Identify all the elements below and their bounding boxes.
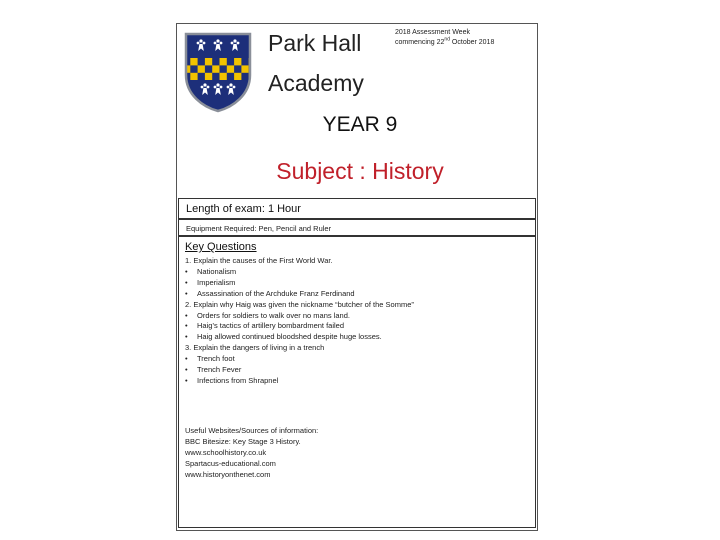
subject-title: Subject : History: [276, 158, 444, 184]
question-text: Trench foot: [197, 354, 235, 364]
year-title: YEAR 9: [322, 113, 398, 136]
bullet-icon: •: [185, 332, 188, 342]
question-bullet-item: [185, 278, 414, 289]
question-bullet-item: [185, 267, 414, 278]
school-name-line-2: Academy: [268, 70, 364, 96]
bullet-icon: •: [185, 321, 188, 331]
bullet-icon: •: [185, 288, 188, 298]
bullet-icon: •: [185, 365, 188, 375]
question-bullet-item: [185, 365, 414, 376]
bullet-icon: •: [185, 310, 188, 320]
equipment-box: [178, 219, 536, 236]
bullet-icon: •: [185, 277, 188, 287]
question-item: [185, 300, 414, 311]
key-questions-heading: Key Questions: [185, 241, 257, 253]
question-text: 2. Explain why Haig was given the nickname “butcher of the Somme”: [185, 299, 414, 309]
exam-length-text: Length of exam: 1 Hour: [186, 203, 301, 215]
resources-heading: Useful Websites/Sources of information:: [185, 426, 319, 435]
key-questions-list: [185, 256, 414, 387]
question-text: Nationalism: [197, 266, 237, 276]
question-text: Orders for soldiers to walk over no mans land.: [197, 310, 350, 320]
question-text: Imperialism: [197, 277, 236, 287]
assessment-week-note: [395, 28, 494, 48]
resource-item: www.schoolhistory.co.uk: [185, 447, 267, 457]
question-bullet-item: [185, 289, 414, 300]
resource-item: www.historyonthenet.com: [185, 469, 271, 479]
question-bullet-item: [185, 321, 414, 332]
bullet-icon: •: [185, 354, 188, 364]
question-text: Haig’s tactics of artillery bombardment failed: [197, 321, 345, 331]
bullet-icon: •: [185, 266, 188, 276]
question-text: Haig allowed continued bloodshed despite huge losses.: [197, 332, 382, 342]
question-bullet-item: [185, 332, 414, 343]
question-bullet-item: [185, 354, 414, 365]
question-text: Infections from Shrapnel: [197, 375, 279, 385]
resource-item: BBC Bitesize: Key Stage 3 History.: [185, 436, 301, 446]
question-text: Trench Fever: [197, 365, 242, 375]
assessment-line-2: commencing 22nd October 2018: [395, 36, 495, 46]
question-text: 3. Explain the dangers of living in a trench: [185, 343, 325, 353]
question-text: Assassination of the Archduke Franz Ferdinand: [197, 288, 355, 298]
question-text: 1. Explain the causes of the First World War.: [185, 256, 333, 265]
equipment-text: Equipment Required: Pen, Pencil and Ruler: [186, 224, 332, 233]
resource-item: Spartacus-educational.com: [185, 458, 276, 468]
assessment-line-1: 2018 Assessment Week: [395, 29, 470, 36]
school-name-line-1: Park Hall: [268, 30, 362, 56]
question-bullet-item: [185, 311, 414, 322]
bullet-icon: •: [185, 375, 188, 385]
exam-length-box: [178, 198, 536, 219]
question-bullet-item: [185, 376, 414, 387]
resources-list: [185, 426, 318, 481]
school-crest-icon: [183, 31, 253, 113]
question-item: [185, 343, 414, 354]
question-item: [185, 256, 414, 267]
